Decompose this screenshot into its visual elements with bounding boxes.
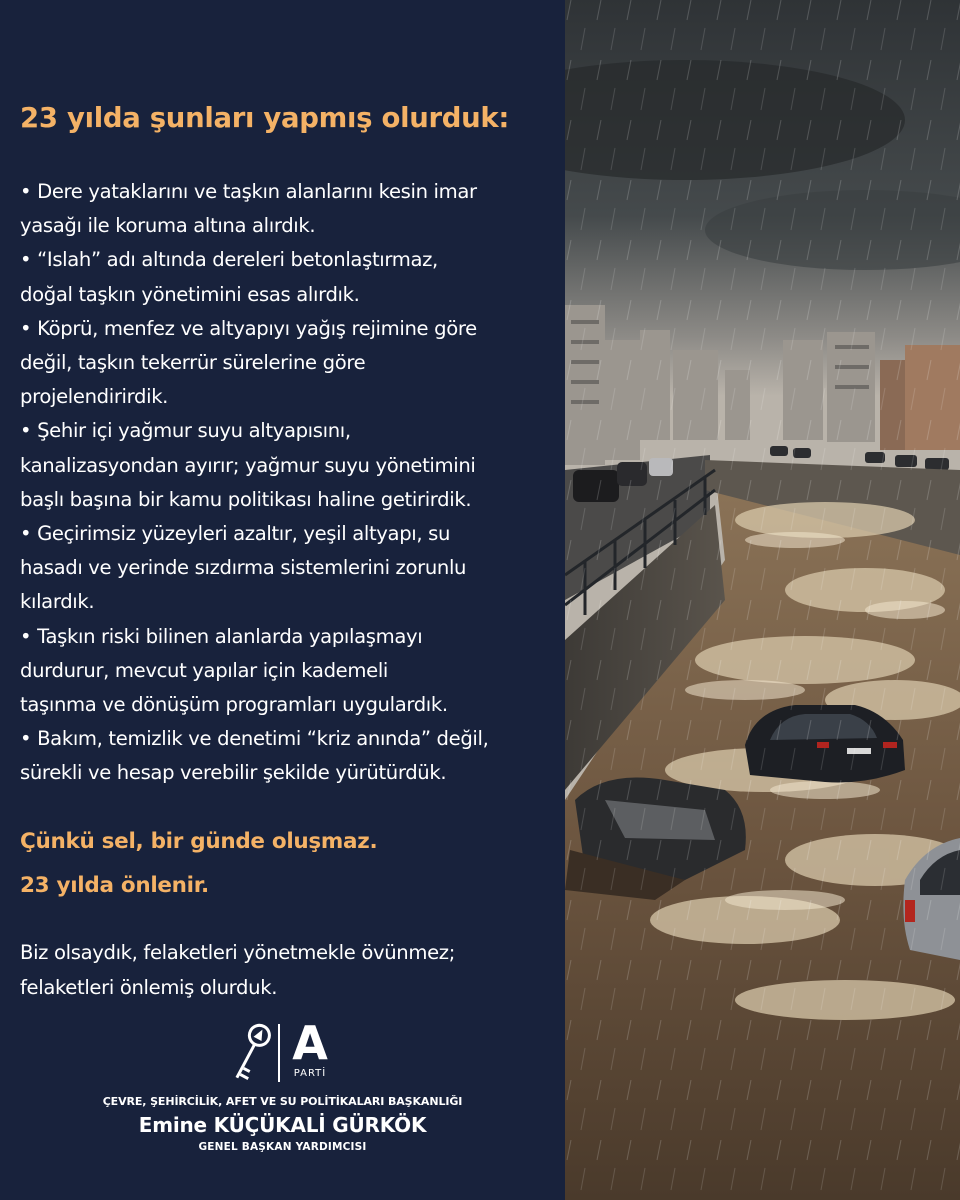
bullet-item: • Geçirimsiz yüzeyleri azaltır, yeşil altyapı, su hasadı ve yerinde sızdırma sistemlerini zorunlu kılardık. bbox=[20, 522, 467, 614]
logo-letter: A bbox=[292, 1016, 328, 1070]
logo-word: PARTİ bbox=[293, 1068, 327, 1079]
conclusion bbox=[20, 820, 550, 908]
signer-name bbox=[0, 1113, 565, 1137]
signer-title: GENEL BAŞKAN YARDIMCISI bbox=[198, 1141, 367, 1153]
logo-divider bbox=[278, 1024, 280, 1082]
flood-photo-illustration bbox=[565, 0, 960, 1200]
closing-line: felaketleri önlemiş olurduk. bbox=[20, 976, 278, 999]
headline: 23 yılda şunları yapmış olurduk: bbox=[20, 102, 510, 134]
key-icon bbox=[226, 1020, 274, 1086]
bullet-list bbox=[20, 175, 560, 791]
closing-line: Biz olsaydık, felaketleri yönetmekle övünmez; bbox=[20, 941, 455, 964]
conclusion-line: Çünkü sel, bir günde oluşmaz. bbox=[20, 829, 378, 854]
closing-statement bbox=[20, 935, 560, 1005]
bullet-item: • Dere yataklarını ve taşkın alanlarını kesin imar yasağı ile koruma altına alırdık. bbox=[20, 180, 477, 238]
department-name: ÇEVRE, ŞEHİRCİLİK, AFET VE SU POLİTİKALARI BAŞKANLIĞI bbox=[102, 1095, 463, 1108]
signer-first-name: Emine bbox=[138, 1113, 207, 1137]
conclusion-line: 23 yılda önlenir. bbox=[20, 873, 209, 898]
flood-photo bbox=[565, 0, 960, 1200]
party-logo bbox=[226, 1016, 346, 1086]
signer-last-name: KÜÇÜKALİ GÜRKÖK bbox=[213, 1113, 427, 1137]
bullet-item: • Şehir içi yağmur suyu altyapısını, kanalizasyondan ayırır; yağmur suyu yönetimini başlı başına bir kamu politikası haline getirirdik. bbox=[20, 419, 476, 511]
bullet-item: • “Islah” adı altında dereleri betonlaştırmaz, doğal taşkın yönetimini esas alırdık. bbox=[20, 248, 438, 306]
bullet-item: • Taşkın riski bilinen alanlarda yapılaşmayı durdurur, mevcut yapılar için kademeli taşınma ve dönüşüm programları uygulardık. bbox=[20, 624, 448, 717]
bullet-item: • Bakım, temizlik ve denetimi “kriz anında” değil, sürekli ve hesap verebilir şekilde yürütürdük. bbox=[20, 727, 489, 785]
bullet-item: • Köprü, menfez ve altyapıyı yağış rejimine göre değil, taşkın tekerrür sürelerine göre projelendirirdik. bbox=[20, 316, 477, 409]
